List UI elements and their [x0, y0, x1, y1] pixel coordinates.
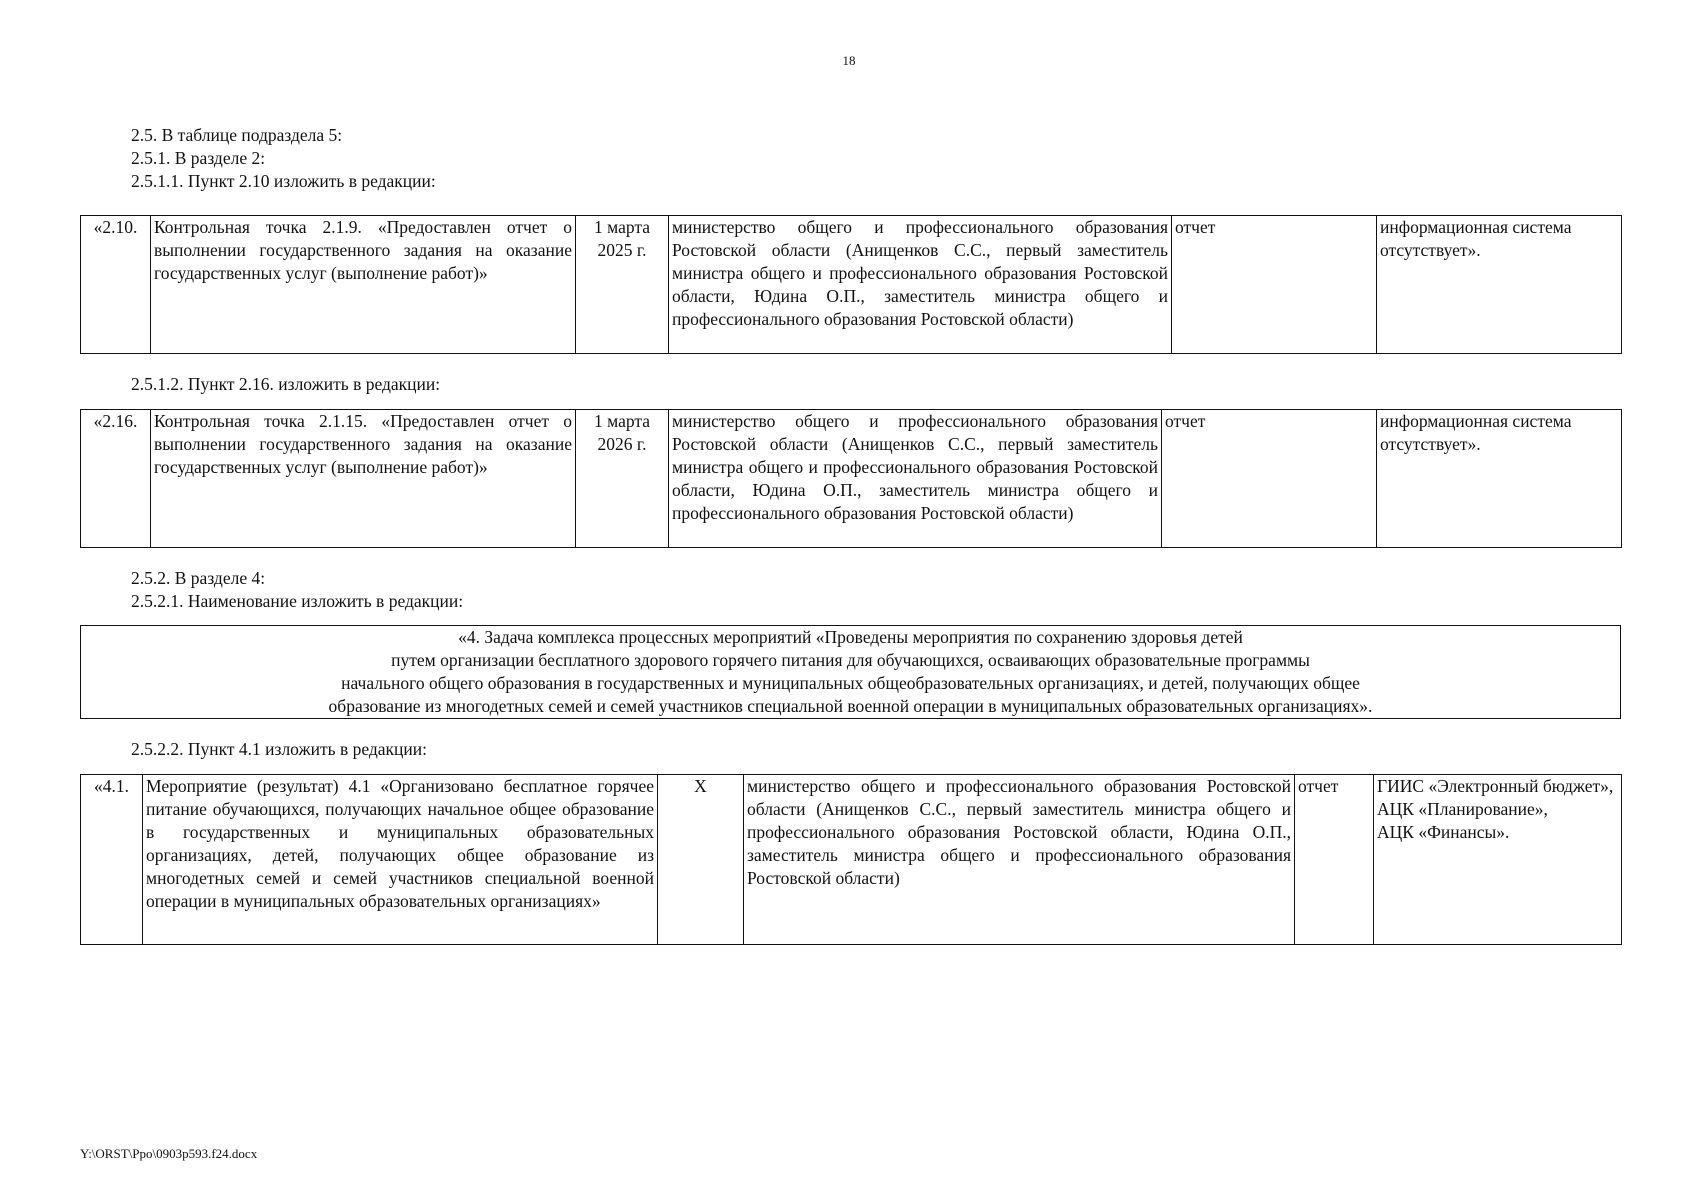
paragraph-2-5-2-2: 2.5.2.2. Пункт 4.1 изложить в редакции: — [131, 739, 428, 759]
paragraph-2-5-1: 2.5.1. В разделе 2: — [131, 148, 266, 168]
item-responsible: министерство общего и профессионального образования Ростовской области (Анищенков С.С., первый заместитель министра общего и профессионального образования Ростовской области, Юдина О.П., заместитель министра общего и профессионального образования Ростовской области) — [669, 410, 1162, 548]
table-item-2-16 — [80, 409, 1622, 548]
table-row — [81, 410, 1622, 548]
table-row — [81, 626, 1621, 719]
paragraph-2-5-2: 2.5.2. В разделе 4: — [131, 568, 266, 588]
item-date — [576, 216, 669, 354]
file-path-footer: Y:\ORST\Ppo\0903p593.f24.docx — [80, 1146, 258, 1161]
item-number: «2.10. — [81, 216, 151, 354]
date-year: 2026 г. — [597, 434, 647, 454]
info-system-line: АЦК «Планирование», — [1377, 799, 1548, 819]
paragraph-2-5-2-1: 2.5.2.1. Наименование изложить в редакции: — [131, 591, 464, 611]
date-day: 1 марта — [594, 217, 650, 237]
date-year: 2025 г. — [597, 240, 647, 260]
task-heading-line: начального общего образования в государственных и муниципальных общеобразовательных организациях, и детей, получающих общее — [341, 673, 1360, 693]
table-task-4-heading — [80, 625, 1621, 719]
item-number: «2.16. — [81, 410, 151, 548]
item-info-system: информационная система отсутствует». — [1377, 410, 1622, 548]
paragraph-2-5: 2.5. В таблице подраздела 5: — [131, 125, 343, 145]
item-document-type: отчет — [1162, 410, 1377, 548]
item-info-system: информационная система отсутствует». — [1377, 216, 1622, 354]
item-date — [576, 410, 669, 548]
table-item-2-10 — [80, 215, 1622, 354]
task-heading-line: образование из многодетных семей и семей участников специальной военной операции в муниципальных образовательных организациях». — [328, 696, 1373, 716]
item-responsible: министерство общего и профессионального образования Ростовской области (Анищенков С.С., первый заместитель министра общего и профессионального образования Ростовской области, Юдина О.П., заместитель министра общего и профессионального образования Ростовской области) — [744, 775, 1295, 945]
item-title: Контрольная точка 2.1.9. «Предоставлен отчет о выполнении государственного задания на оказание государственных услуг (выполнение работ)» — [151, 216, 576, 354]
item-title: Контрольная точка 2.1.15. «Предоставлен отчет о выполнении государственного задания на оказание государственных услуг (выполнение работ)» — [151, 410, 576, 548]
item-responsible: министерство общего и профессионального образования Ростовской области (Анищенков С.С., первый заместитель министра общего и профессионального образования Ростовской области, Юдина О.П., заместитель министра общего и профессионального образования Ростовской области) — [669, 216, 1172, 354]
task-heading — [81, 626, 1621, 719]
item-number: «4.1. — [81, 775, 143, 945]
task-heading-line: «4. Задача комплекса процессных мероприятий «Проведены мероприятия по сохранению здоровья детей — [458, 627, 1243, 647]
date-day: 1 марта — [594, 411, 650, 431]
task-heading-line: путем организации бесплатного здорового горячего питания для обучающихся, осваивающих образовательные программы — [391, 650, 1310, 670]
table-row — [81, 216, 1622, 354]
item-info-system — [1374, 775, 1622, 945]
table-row — [81, 775, 1622, 945]
info-system-line: АЦК «Финансы». — [1377, 822, 1510, 842]
item-document-type: отчет — [1172, 216, 1377, 354]
item-document-type: отчет — [1295, 775, 1374, 945]
paragraph-2-5-1-2: 2.5.1.2. Пункт 2.16. изложить в редакции: — [131, 374, 441, 394]
paragraph-2-5-1-1: 2.5.1.1. Пункт 2.10 изложить в редакции: — [131, 171, 436, 191]
info-system-line: ГИИС «Электронный бюджет», — [1377, 776, 1614, 796]
page-number: 18 — [842, 53, 856, 68]
table-item-4-1 — [80, 774, 1622, 945]
item-date: Х — [658, 775, 744, 945]
item-title: Мероприятие (результат) 4.1 «Организовано бесплатное горячее питание обучающихся, получающих начальное общее образование в государственных и муниципальных образовательных организациях, детей, получающих общее образование из многодетных семей и семей участников специальной военной операции в муниципальных образовательных организациях» — [143, 775, 658, 945]
